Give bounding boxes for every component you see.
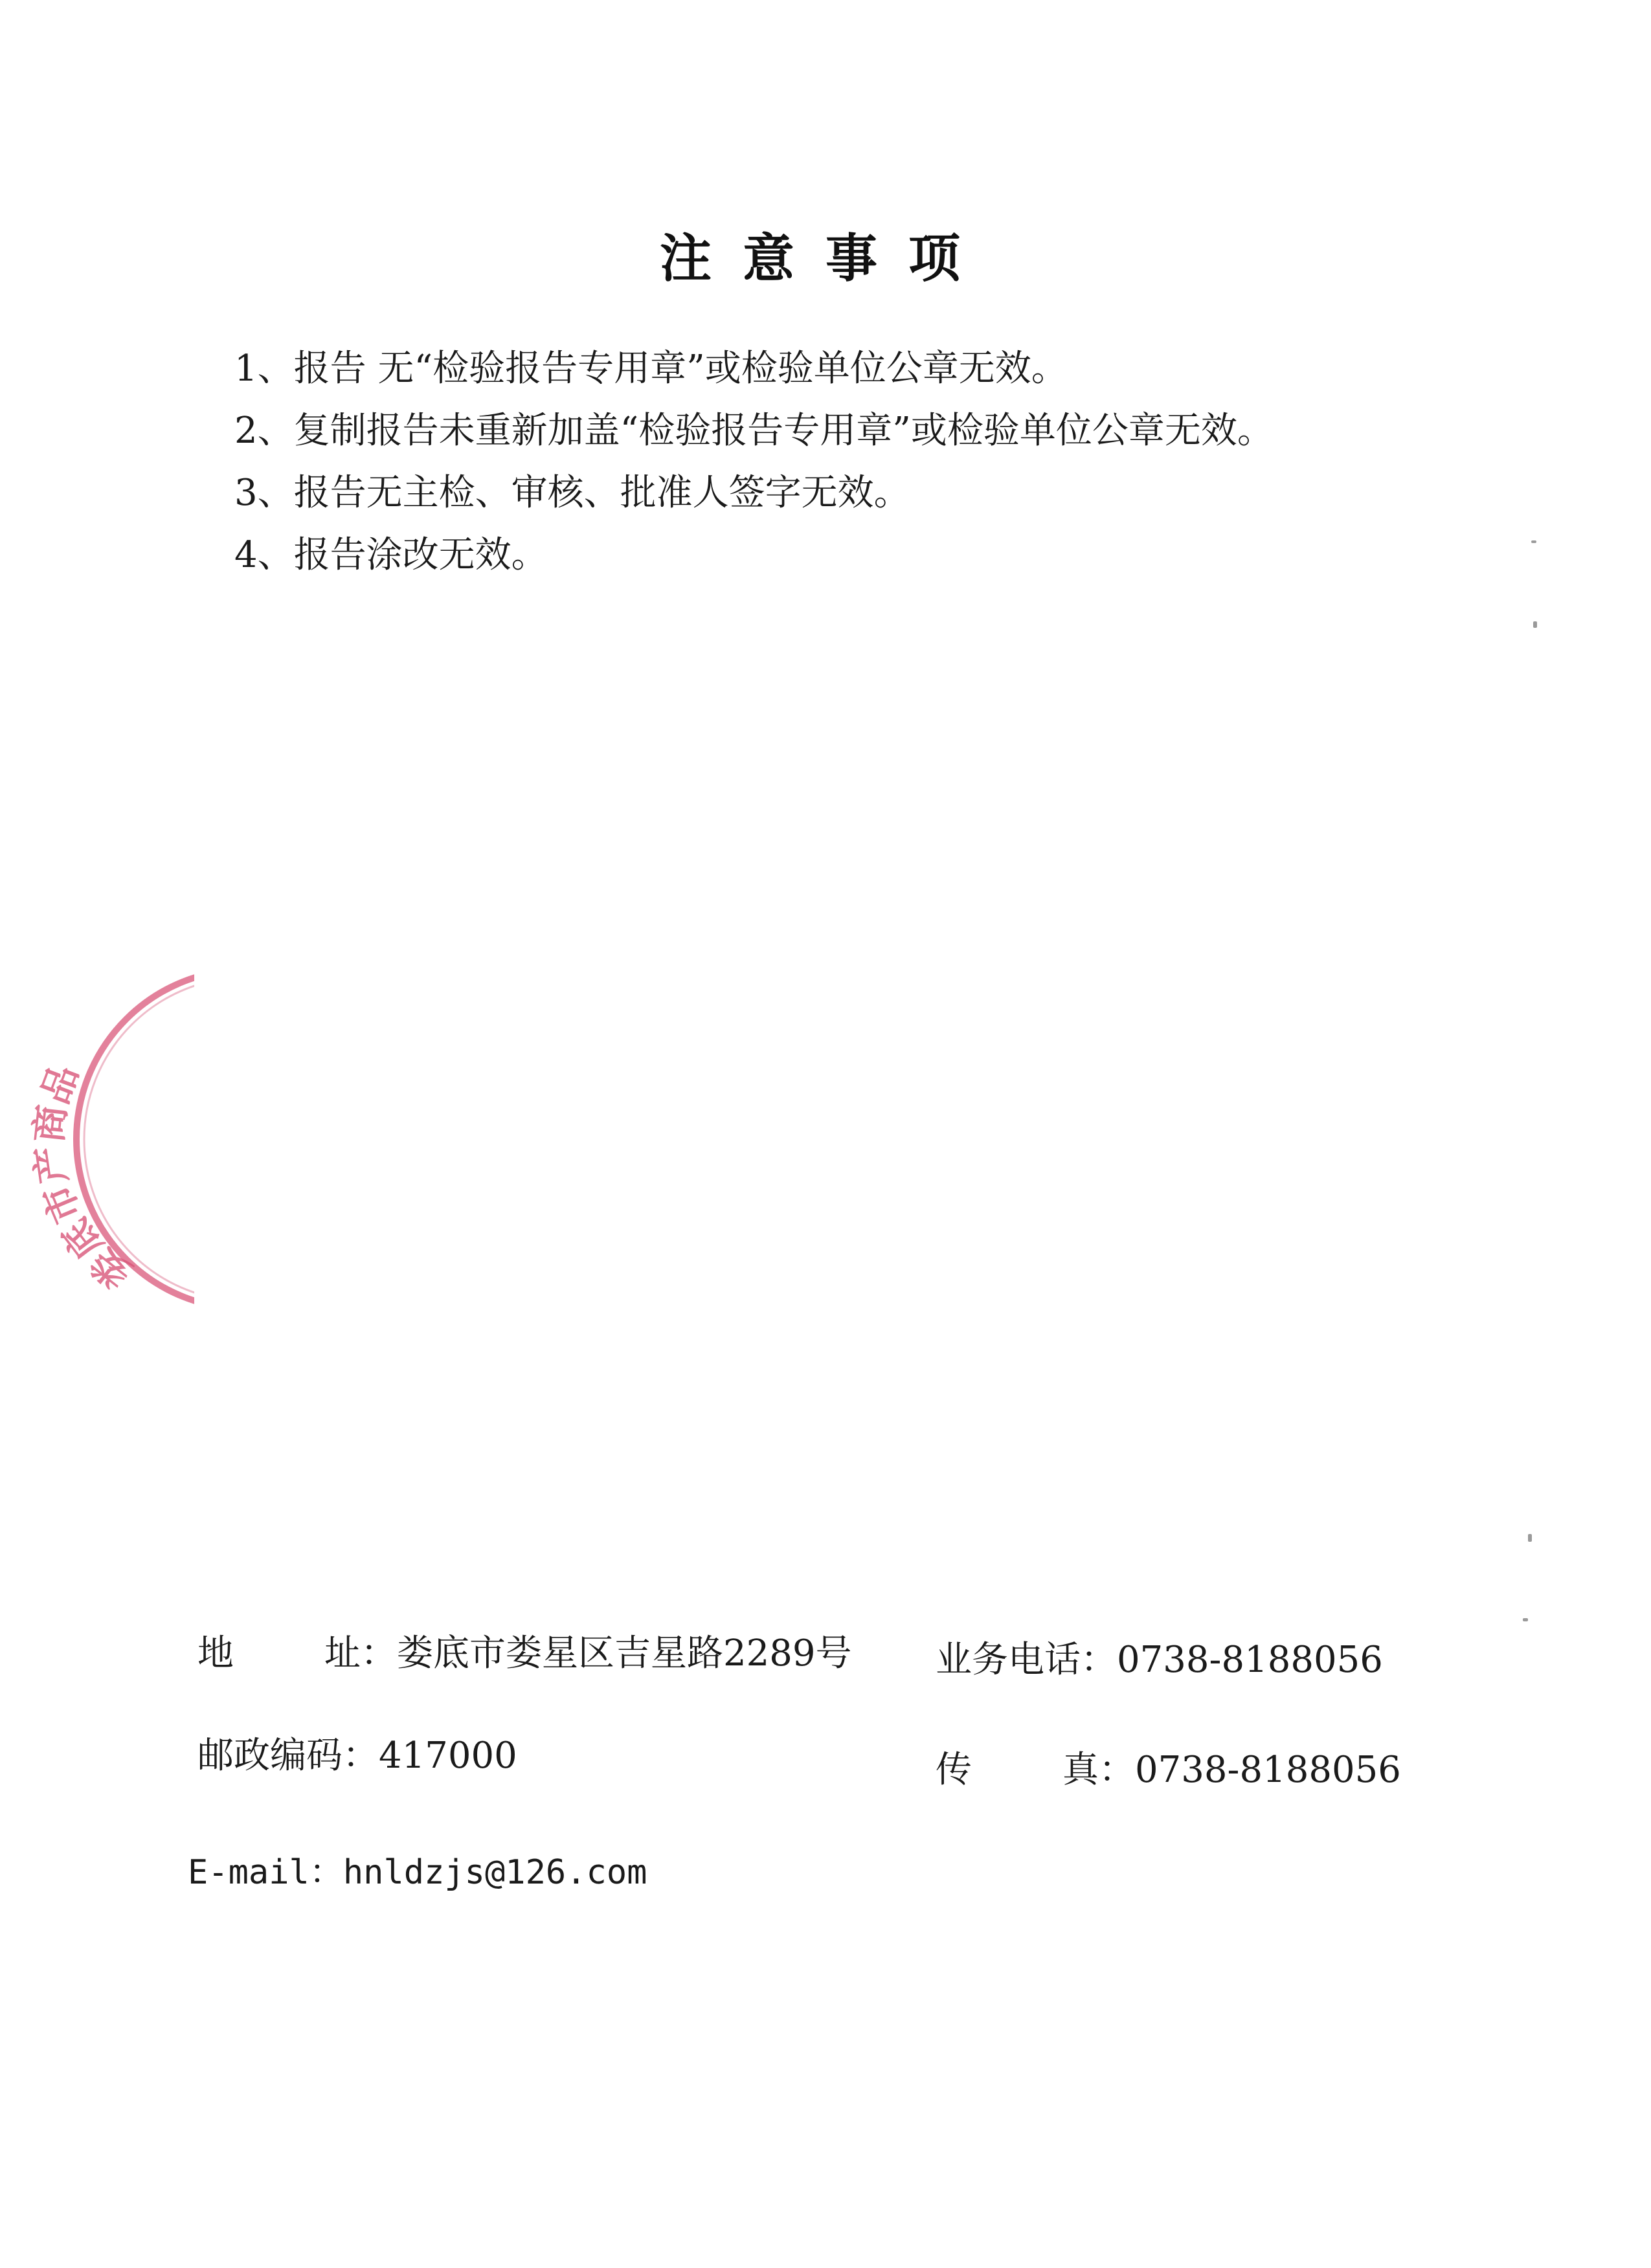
email-line [188, 1845, 647, 1893]
note-text: 报告无主检、审核、批准人签字无效。 [293, 472, 910, 514]
fax-label-part-b: 真： [1062, 1749, 1135, 1791]
postal-value: 417000 [379, 1735, 517, 1777]
seal-text: 娄底市产商品 [26, 1058, 140, 1297]
phone-value: 0738-8188056 [1117, 1639, 1383, 1681]
address-value: 娄底市娄星区吉星路2289号 [397, 1632, 852, 1674]
note-text: 报告涂改无效。 [293, 534, 548, 576]
note-number: 4、 [234, 534, 294, 576]
scan-speck [1528, 1534, 1532, 1542]
note-text: 复制报告未重新加盖“检验报告专用章”或检验单位公章无效。 [293, 410, 1274, 452]
note-text: 报告 无“检验报告专用章”或检验单位公章无效。 [293, 348, 1068, 390]
notes-list [234, 338, 1274, 586]
phone-line [936, 1631, 1383, 1683]
official-seal-stamp [0, 971, 194, 1307]
scan-speck [1531, 540, 1536, 543]
postal-label: 邮政编码： [197, 1735, 379, 1777]
address-label-part-b: 址： [324, 1632, 397, 1674]
note-item [234, 524, 1274, 586]
address-label-part-a: 地 [197, 1632, 234, 1674]
fax-line [936, 1741, 1401, 1793]
scan-speck [1533, 621, 1537, 628]
note-item [234, 338, 1274, 400]
note-item [234, 400, 1274, 462]
fax-label-part-a: 传 [936, 1749, 972, 1791]
note-number: 1、 [234, 348, 294, 390]
seal-graphic [0, 971, 194, 1307]
postal-code-line [197, 1727, 517, 1779]
page-title: 注意事项 [660, 228, 991, 289]
phone-label: 业务电话： [936, 1639, 1117, 1681]
address-line [197, 1625, 852, 1676]
scan-speck [1523, 1618, 1528, 1621]
note-item [234, 462, 1274, 524]
note-number: 3、 [234, 472, 294, 514]
email-label: E-mail： [188, 1853, 343, 1892]
note-number: 2、 [234, 410, 294, 452]
email-value: hnldzjs@126.com [343, 1853, 647, 1892]
fax-value: 0738-8188056 [1135, 1749, 1401, 1791]
